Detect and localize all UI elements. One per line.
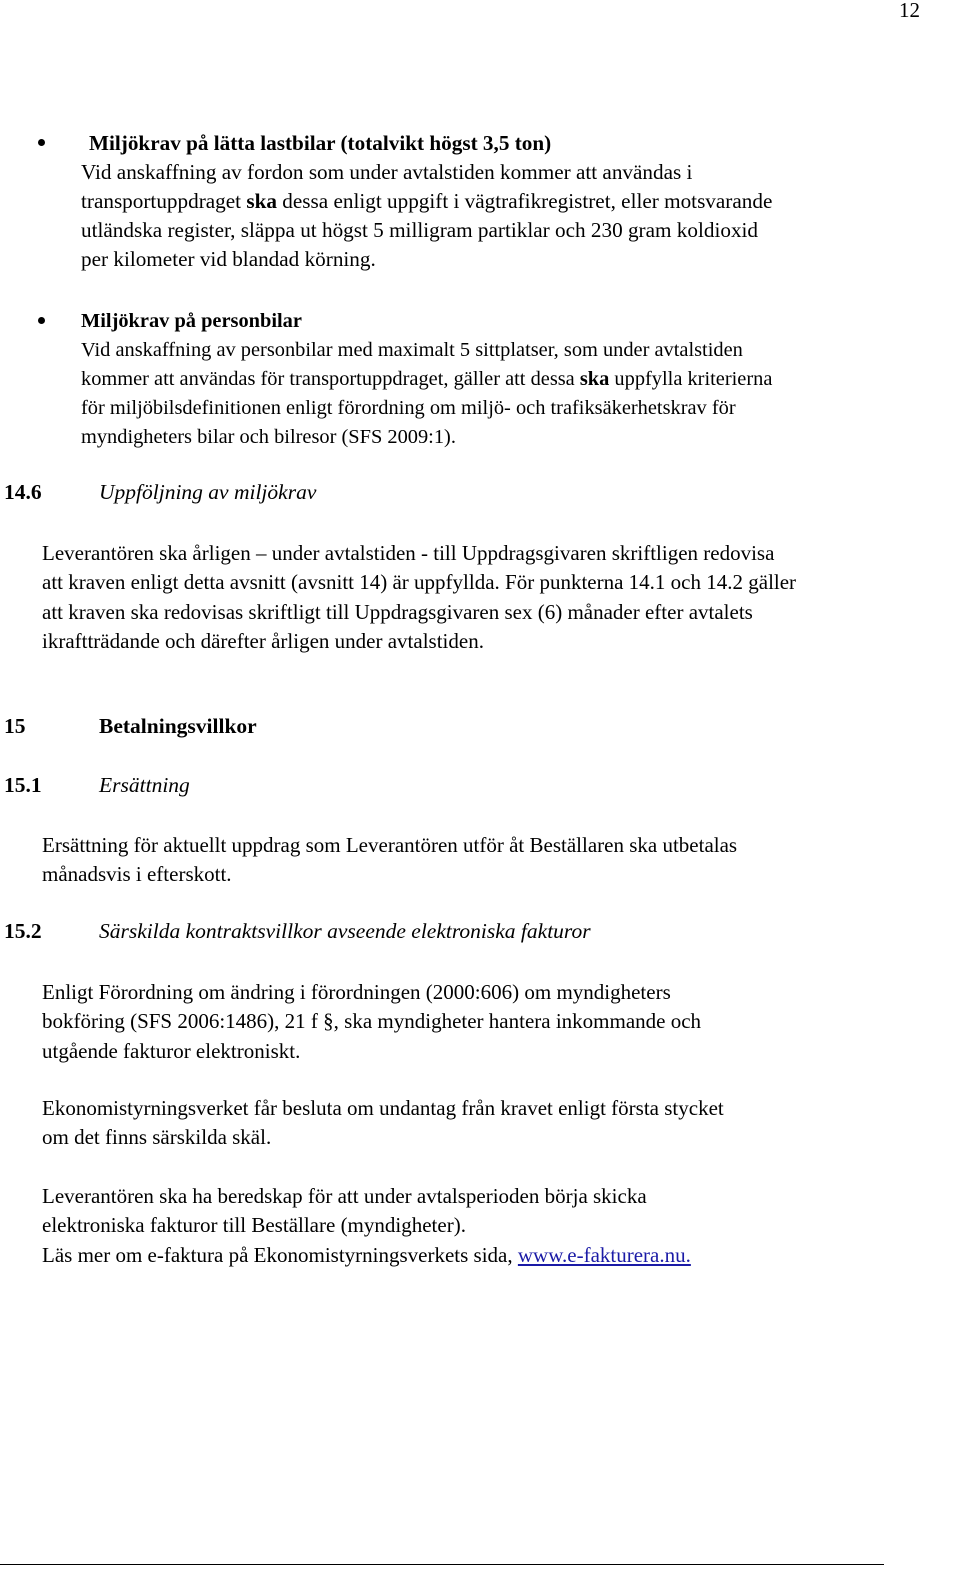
bullet-title: Miljökrav på lätta lastbilar (totalvikt högst 3,5 ton): [89, 131, 552, 155]
bullet-line: transportuppdraget ska dessa enligt uppgift i vägtrafikregistret, eller motsvarande: [81, 189, 773, 213]
section-heading-15-2: 15.2 Särskilda kontraktsvillkor avseende elektroniska fakturor: [4, 919, 591, 943]
section-15-1-paragraph: Ersättning för aktuellt uppdrag som Leverantören utför åt Beställaren ska utbetalas månadsvis i efterskott.: [42, 833, 738, 887]
section-heading-14-6: 14.6 Uppföljning av miljökrav: [4, 480, 317, 504]
section-15-2-paragraph-2: Ekonomistyrningsverket får besluta om undantag från kravet enligt första stycket om det finns särskilda skäl.: [42, 1096, 724, 1150]
section-15-2-paragraph-3: Leverantören ska ha beredskap för att under avtalsperioden börja skicka elektroniska fakturor till Beställare (myndigheter). Läs mer om e-faktura på Ekonomistyrningsverkets sida, www.e-fakturera.nu.: [42, 1182, 957, 1270]
section-15-2-paragraph-1: Enligt Förordning om ändring i förordningen (2000:606) om myndigheters bokföring (SFS 2006:1486), 21 f §, ska myndigheter hantera inkommande och utgående fakturor elektroniskt.: [42, 980, 702, 1063]
bullet-dot-icon: [38, 139, 45, 146]
bullet-body: [81, 307, 940, 452]
bullet-line: per kilometer vid blandad körning.: [81, 247, 376, 271]
bullet-dot-icon: [38, 317, 45, 324]
bullet-line: för miljöbilsdefinitionen enligt förordning om miljö- och trafiksäkerhetskrav för: [81, 397, 736, 419]
footnote-divider: [0, 1564, 884, 1565]
section-heading-15-1: 15.1 Ersättning: [4, 773, 190, 797]
section-heading-15: 15 Betalningsvillkor: [4, 714, 257, 738]
section-14-6-paragraph: Leverantören ska årligen – under avtalstiden - till Uppdragsgivaren skriftligen redovisa att kraven enligt detta avsnitt (avsnitt 14) är uppfyllda. För punkterna 14.1 och 14.2 gäller att kraven ska redovisas skriftligt till Uppdragsgivaren sex (6) månader efter avtalets ikraftträdande och därefter årligen under avtalstiden.: [42, 541, 797, 654]
bullet-line: utländska register, släppa ut högst 5 milligram partiklar och 230 gram koldioxid: [81, 218, 759, 242]
bullet-line: kommer att användas för transportuppdraget, gäller att dessa ska uppfylla kriterierna: [81, 368, 773, 390]
bullet-line: myndigheters bilar och bilresor (SFS 2009:1).: [81, 426, 456, 448]
bullet-line: Vid anskaffning av fordon som under avtalstiden kommer att användas i: [81, 160, 693, 184]
bullet-item-light-trucks: [0, 129, 940, 274]
e-fakturera-link[interactable]: www.e-fakturera.nu.: [517, 1242, 691, 1267]
bullet-item-passenger-cars: [0, 307, 940, 452]
bullet-title: Miljökrav på personbilar: [81, 310, 302, 332]
page-number: 12: [899, 0, 920, 22]
read-more-line: Läs mer om e-faktura på Ekonomistyrningsverkets sida, www.e-fakturera.nu.: [42, 1242, 691, 1267]
bullet-body: [81, 129, 940, 274]
bullet-line: Vid anskaffning av personbilar med maximalt 5 sittplatser, som under avtalstiden: [81, 339, 743, 361]
